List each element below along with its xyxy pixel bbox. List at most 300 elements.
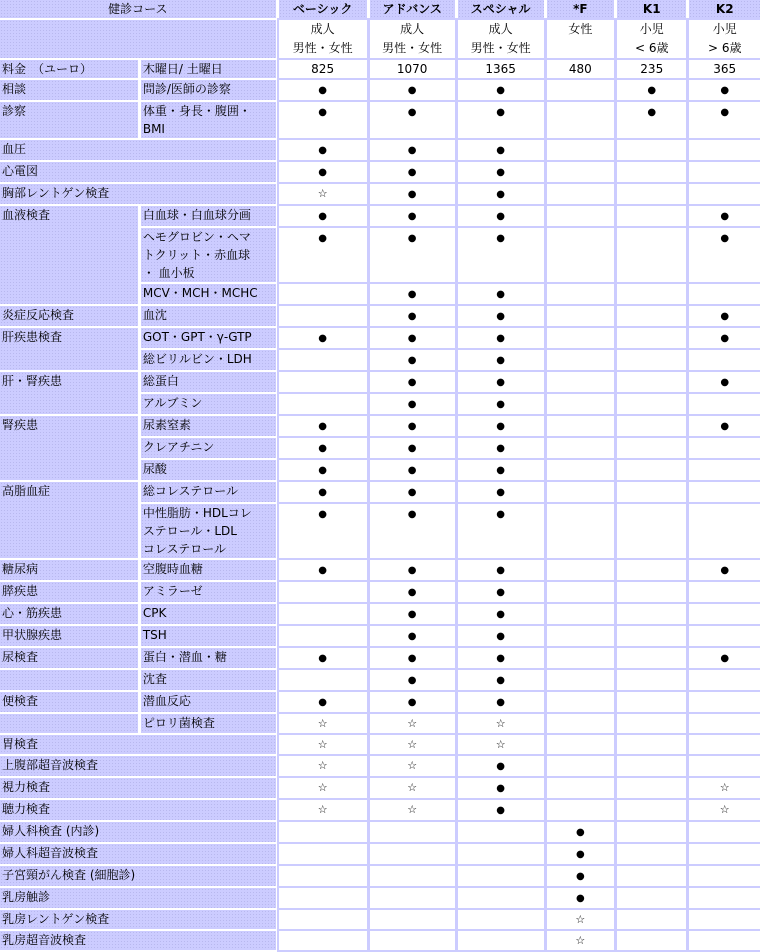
target-line1: 女性 [568, 22, 593, 36]
mark-f [547, 416, 614, 436]
target-line1: 小児 [712, 22, 737, 36]
exam-item-line: コレステロール [142, 542, 227, 556]
mark-k1 [617, 460, 686, 480]
mark-advance [370, 560, 455, 580]
exam-item: TSH [141, 626, 276, 646]
exam-item [141, 228, 276, 282]
dot-icon: ● [496, 211, 506, 222]
mark-f [547, 910, 614, 929]
mark-basic [279, 778, 367, 798]
exam-category [0, 714, 138, 733]
exam-row [0, 670, 760, 690]
dot-icon: ● [318, 167, 327, 178]
mark-k1 [617, 714, 686, 733]
dot-icon: ● [496, 465, 506, 476]
dot-icon: ● [318, 107, 327, 118]
mark-advance [370, 206, 455, 226]
exam-row [0, 888, 760, 908]
mark-special [458, 328, 544, 348]
exam-row [0, 206, 760, 226]
exam-row [0, 735, 760, 754]
price-k1: 235 [617, 60, 686, 78]
mark-k1 [617, 228, 686, 282]
exam-row [0, 910, 760, 929]
exam-item: 空腹時血糖 [141, 560, 276, 580]
dot-icon: ● [318, 85, 327, 96]
mark-special [458, 460, 544, 480]
mark-k1 [617, 80, 686, 100]
mark-k2 [689, 394, 760, 414]
exam-row [0, 756, 760, 776]
exam-category: 視力検査 [0, 778, 276, 798]
exam-row [0, 140, 760, 160]
exam-category: 肝疾患検査 [0, 328, 138, 370]
exam-item: 沈査 [141, 670, 276, 690]
mark-advance [370, 306, 455, 326]
dot-icon: ● [496, 167, 506, 178]
mark-basic [279, 560, 367, 580]
dot-icon: ● [647, 107, 657, 118]
exam-item: GOT・GPT・γ-GTP [141, 328, 276, 348]
course-advance-header: アドバンス [370, 0, 455, 18]
mark-advance [370, 888, 455, 908]
exam-row [0, 372, 760, 392]
mark-k2 [689, 626, 760, 646]
mark-special [458, 394, 544, 414]
course-header-row [0, 0, 760, 18]
mark-basic [279, 80, 367, 100]
exam-row [0, 866, 760, 886]
target-line2: < 6歳 [634, 41, 669, 55]
mark-k2 [689, 350, 760, 370]
mark-f [547, 692, 614, 712]
dot-icon: ● [496, 565, 506, 576]
mark-k1 [617, 888, 686, 908]
dot-icon: ● [720, 565, 730, 576]
star-icon: ☆ [317, 187, 328, 200]
mark-special [458, 714, 544, 733]
dot-icon: ● [318, 421, 327, 432]
dot-icon: ● [407, 333, 417, 344]
dot-icon: ● [575, 827, 585, 838]
mark-f [547, 284, 614, 304]
exam-item [141, 504, 276, 558]
mark-f [547, 80, 614, 100]
star-icon: ☆ [407, 738, 418, 751]
mark-f [547, 626, 614, 646]
mark-basic [279, 228, 367, 282]
mark-basic [279, 910, 367, 929]
exam-item: 蛋白・潜血・糖 [141, 648, 276, 668]
exam-row [0, 80, 760, 100]
mark-f [547, 228, 614, 282]
mark-advance [370, 866, 455, 886]
mark-k1 [617, 800, 686, 820]
mark-k2 [689, 778, 760, 798]
target-f [547, 20, 614, 58]
dot-icon: ● [407, 487, 417, 498]
price-item: 木曜日/ 土曜日 [141, 60, 276, 78]
mark-k1 [617, 162, 686, 182]
exam-category: 尿検査 [0, 648, 138, 668]
mark-k2 [689, 604, 760, 624]
target-k1 [617, 20, 686, 58]
mark-basic [279, 735, 367, 754]
dot-icon: ● [407, 465, 417, 476]
mark-special [458, 482, 544, 502]
star-icon: ☆ [317, 759, 328, 772]
star-icon: ☆ [407, 759, 418, 772]
mark-f [547, 800, 614, 820]
mark-basic [279, 284, 367, 304]
exam-category: 膵疾患 [0, 582, 138, 602]
mark-advance [370, 228, 455, 282]
mark-basic [279, 582, 367, 602]
exam-row [0, 800, 760, 820]
mark-f [547, 350, 614, 370]
dot-icon: ● [407, 587, 417, 598]
dot-icon: ● [496, 697, 506, 708]
mark-k1 [617, 626, 686, 646]
mark-advance [370, 735, 455, 754]
mark-k1 [617, 778, 686, 798]
dot-icon: ● [496, 189, 506, 200]
dot-icon: ● [720, 421, 730, 432]
course-basic-header: ベーシック [279, 0, 367, 18]
mark-advance [370, 778, 455, 798]
mark-special [458, 648, 544, 668]
dot-icon: ● [318, 211, 327, 222]
mark-advance [370, 80, 455, 100]
mark-advance [370, 910, 455, 929]
mark-k2 [689, 670, 760, 690]
mark-k1 [617, 910, 686, 929]
dot-icon: ● [496, 631, 506, 642]
target-advance [370, 20, 455, 58]
mark-k2 [689, 692, 760, 712]
exam-row [0, 626, 760, 646]
exam-item: クレアチニン [141, 438, 276, 458]
mark-k1 [617, 931, 686, 950]
star-icon: ☆ [575, 934, 586, 947]
mark-f [547, 438, 614, 458]
mark-special [458, 888, 544, 908]
course-label: 健診コース [0, 0, 276, 18]
price-category: 料金 （ユーロ） [0, 60, 138, 78]
mark-k2 [689, 482, 760, 502]
mark-advance [370, 102, 455, 138]
exam-item: 総ビリルビン・LDH [141, 350, 276, 370]
mark-special [458, 140, 544, 160]
mark-advance [370, 670, 455, 690]
mark-f [547, 372, 614, 392]
dot-icon: ● [496, 805, 506, 816]
mark-basic [279, 140, 367, 160]
mark-k1 [617, 692, 686, 712]
mark-basic [279, 206, 367, 226]
exam-item: MCV・MCH・MCHC [141, 284, 276, 304]
target-basic [279, 20, 367, 58]
exam-item: 総コレステロール [141, 482, 276, 502]
mark-basic [279, 626, 367, 646]
mark-k2 [689, 931, 760, 950]
exam-category: 便検査 [0, 692, 138, 712]
star-icon: ☆ [407, 803, 418, 816]
course-k1-header: K1 [617, 0, 686, 18]
mark-advance [370, 844, 455, 864]
exam-item: 問診/医師の診察 [141, 80, 276, 100]
exam-item-line: 体重・身長・腹囲・ [142, 104, 251, 118]
exam-category: 上腹部超音波検査 [0, 756, 276, 776]
mark-k1 [617, 184, 686, 204]
dot-icon: ● [575, 871, 585, 882]
exam-category: 甲状腺疾患 [0, 626, 138, 646]
mark-f [547, 394, 614, 414]
dot-icon: ● [407, 107, 417, 118]
exam-item: ピロリ菌検査 [141, 714, 276, 733]
dot-icon: ● [496, 675, 506, 686]
mark-f [547, 648, 614, 668]
mark-basic [279, 822, 367, 842]
mark-advance [370, 394, 455, 414]
exam-category: 心電図 [0, 162, 276, 182]
mark-special [458, 844, 544, 864]
star-icon: ☆ [317, 738, 328, 751]
mark-basic [279, 692, 367, 712]
exam-category: 炎症反応検査 [0, 306, 138, 326]
exam-item-line: 中性脂肪・HDLコレ [142, 506, 252, 520]
mark-special [458, 604, 544, 624]
mark-special [458, 582, 544, 602]
exam-category: 診察 [0, 102, 138, 138]
exam-row [0, 482, 760, 502]
mark-f [547, 714, 614, 733]
dot-icon: ● [407, 675, 417, 686]
mark-k1 [617, 482, 686, 502]
exam-category: 心・筋疾患 [0, 604, 138, 624]
exam-category [0, 670, 138, 690]
exam-item: 尿酸 [141, 460, 276, 480]
exam-category: 糖尿病 [0, 560, 138, 580]
price-k2: 365 [689, 60, 760, 78]
dot-icon: ● [407, 145, 417, 156]
exam-category: 婦人科超音波検査 [0, 844, 276, 864]
target-k2 [689, 20, 760, 58]
mark-k1 [617, 504, 686, 558]
mark-special [458, 102, 544, 138]
mark-advance [370, 162, 455, 182]
mark-k2 [689, 140, 760, 160]
mark-special [458, 756, 544, 776]
target-line1: 成人 [400, 22, 425, 36]
dot-icon: ● [407, 609, 417, 620]
mark-k2 [689, 582, 760, 602]
mark-f [547, 140, 614, 160]
mark-basic [279, 394, 367, 414]
dot-icon: ● [496, 289, 506, 300]
mark-f [547, 328, 614, 348]
mark-k1 [617, 844, 686, 864]
dot-icon: ● [407, 443, 417, 454]
mark-basic [279, 306, 367, 326]
dot-icon: ● [318, 465, 327, 476]
mark-k2 [689, 284, 760, 304]
dot-icon: ● [496, 233, 506, 244]
mark-special [458, 626, 544, 646]
dot-icon: ● [496, 421, 506, 432]
star-icon: ☆ [317, 781, 328, 794]
star-icon: ☆ [317, 717, 328, 730]
dot-icon: ● [407, 189, 417, 200]
mark-f [547, 931, 614, 950]
exam-item-line: ・ 血小板 [142, 266, 195, 280]
dot-icon: ● [407, 355, 417, 366]
exam-item: 総蛋白 [141, 372, 276, 392]
exam-item: CPK [141, 604, 276, 624]
dot-icon: ● [496, 587, 506, 598]
mark-advance [370, 140, 455, 160]
mark-basic [279, 648, 367, 668]
mark-advance [370, 692, 455, 712]
mark-special [458, 162, 544, 182]
target-line2: > 6歳 [707, 41, 742, 55]
mark-f [547, 306, 614, 326]
mark-basic [279, 504, 367, 558]
exam-row [0, 328, 760, 348]
exam-row [0, 931, 760, 950]
target-row [0, 20, 760, 58]
mark-k1 [617, 438, 686, 458]
dot-icon: ● [496, 145, 506, 156]
mark-advance [370, 504, 455, 558]
mark-k2 [689, 102, 760, 138]
exam-item: 潜血反応 [141, 692, 276, 712]
dot-icon: ● [407, 289, 417, 300]
mark-basic [279, 866, 367, 886]
mark-k1 [617, 206, 686, 226]
exam-category: 腎疾患 [0, 416, 138, 480]
exam-category: 胃検査 [0, 735, 276, 754]
mark-special [458, 80, 544, 100]
exam-category: 子宮頸がん検査 (細胞診) [0, 866, 276, 886]
mark-k1 [617, 735, 686, 754]
mark-basic [279, 888, 367, 908]
mark-special [458, 670, 544, 690]
mark-special [458, 910, 544, 929]
dot-icon: ● [575, 893, 585, 904]
price-f: 480 [547, 60, 614, 78]
dot-icon: ● [407, 631, 417, 642]
mark-k2 [689, 888, 760, 908]
exam-category: 胸部レントゲン検査 [0, 184, 276, 204]
exam-category: 高脂血症 [0, 482, 138, 558]
mark-special [458, 350, 544, 370]
mark-k2 [689, 184, 760, 204]
mark-f [547, 504, 614, 558]
dot-icon: ● [407, 421, 417, 432]
exam-row [0, 692, 760, 712]
exam-row [0, 822, 760, 842]
mark-k2 [689, 910, 760, 929]
mark-k2 [689, 735, 760, 754]
mark-k1 [617, 328, 686, 348]
mark-k2 [689, 162, 760, 182]
mark-special [458, 438, 544, 458]
course-special-header: スペシャル [458, 0, 544, 18]
mark-k2 [689, 306, 760, 326]
dot-icon: ● [496, 609, 506, 620]
star-icon: ☆ [575, 913, 586, 926]
dot-icon: ● [496, 333, 506, 344]
mark-special [458, 228, 544, 282]
exam-row [0, 844, 760, 864]
mark-k1 [617, 866, 686, 886]
mark-advance [370, 438, 455, 458]
target-special [458, 20, 544, 58]
star-icon: ☆ [495, 738, 506, 751]
mark-special [458, 184, 544, 204]
mark-f [547, 888, 614, 908]
dot-icon: ● [720, 333, 730, 344]
exam-row [0, 714, 760, 733]
mark-basic [279, 670, 367, 690]
mark-f [547, 670, 614, 690]
mark-k1 [617, 306, 686, 326]
mark-basic [279, 460, 367, 480]
mark-f [547, 756, 614, 776]
mark-k2 [689, 372, 760, 392]
target-line2: 男性・女性 [382, 41, 443, 55]
mark-f [547, 778, 614, 798]
dot-icon: ● [496, 311, 506, 322]
mark-special [458, 206, 544, 226]
mark-f [547, 604, 614, 624]
exam-category: 乳房触診 [0, 888, 276, 908]
mark-f [547, 582, 614, 602]
mark-k2 [689, 800, 760, 820]
mark-k1 [617, 350, 686, 370]
mark-advance [370, 822, 455, 842]
exam-item: 尿素窒素 [141, 416, 276, 436]
dot-icon: ● [318, 333, 327, 344]
mark-f [547, 206, 614, 226]
mark-k2 [689, 756, 760, 776]
mark-k2 [689, 504, 760, 558]
mark-k1 [617, 756, 686, 776]
mark-basic [279, 482, 367, 502]
target-label-blank [0, 20, 276, 58]
mark-advance [370, 372, 455, 392]
dot-icon: ● [720, 653, 730, 664]
mark-advance [370, 350, 455, 370]
mark-k1 [617, 140, 686, 160]
exam-row [0, 184, 760, 204]
exam-item-line: ヘモグロビン・ヘマ [142, 230, 251, 244]
dot-icon: ● [496, 377, 506, 388]
mark-basic [279, 350, 367, 370]
mark-f [547, 844, 614, 864]
mark-advance [370, 328, 455, 348]
dot-icon: ● [407, 167, 417, 178]
exam-category: 乳房超音波検査 [0, 931, 276, 950]
mark-special [458, 931, 544, 950]
exam-category: 乳房レントゲン検査 [0, 910, 276, 929]
mark-basic [279, 162, 367, 182]
mark-k1 [617, 582, 686, 602]
mark-basic [279, 931, 367, 950]
mark-advance [370, 460, 455, 480]
mark-basic [279, 438, 367, 458]
